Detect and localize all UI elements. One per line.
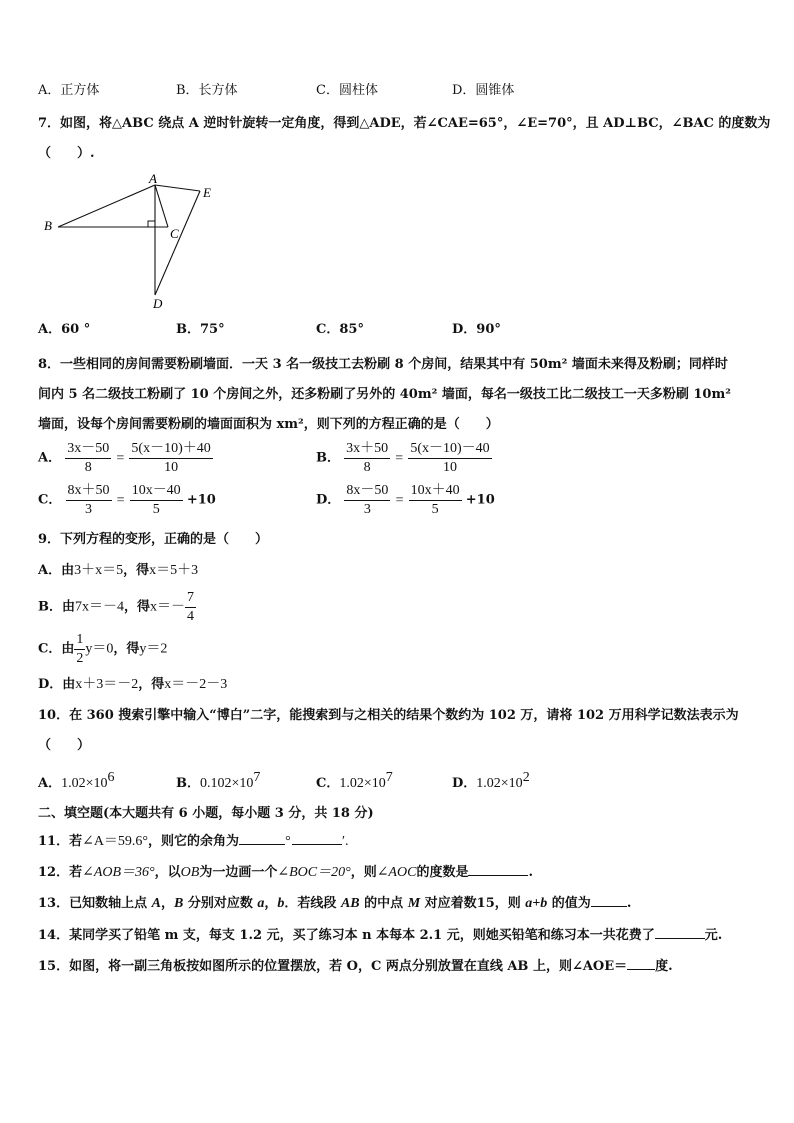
q12 — [38, 863, 533, 882]
q7-label-c: C — [170, 226, 179, 241]
q13-text7: 对应着数15，则 — [420, 896, 526, 911]
q10-option-b — [176, 770, 261, 793]
q10-a-base: 1.02×10 — [61, 776, 108, 791]
q12-math1: ∠AOB＝36° — [82, 865, 155, 880]
q8-option-c-label: C． — [38, 492, 62, 508]
q8-option-a: A． $\frac{3x-50}{8}$ = $\frac{5(x-10)+40}{10}$ — [38, 441, 211, 475]
q9-c-fraction — [74, 632, 85, 667]
q12-end: . — [528, 865, 533, 880]
q8-option-b-label: B． — [316, 450, 340, 466]
q13-segment-ab: AB — [340, 896, 360, 911]
q9-a-prefix: A．由 — [38, 563, 75, 578]
q12-text1: ，以 — [154, 865, 181, 880]
q8-b-rden: 10 — [442, 460, 457, 475]
q13-point-a: A — [151, 896, 161, 911]
q9-d-eq2: x＝－2－3 — [164, 677, 228, 692]
q8-b-lnum: 3x＋50 — [344, 441, 390, 459]
q8-option-d-label: D． — [316, 492, 341, 508]
q8-a-rden: 10 — [164, 460, 179, 475]
q8-stem-line3: 墙面，设每个房间需要粉刷的墙面面积为 xm²，则下列的方程正确的是（ ） — [38, 417, 499, 432]
q9-b-mid: ，得 — [124, 599, 151, 615]
q6-option-c: C．圆柱体 — [316, 83, 378, 98]
q10-b-base: 0.102×10 — [200, 776, 254, 791]
q13-blank[interactable] — [591, 894, 627, 907]
q7-figure — [38, 170, 228, 315]
q12-blank[interactable] — [468, 863, 528, 876]
q7-label-e: E — [203, 185, 211, 200]
q15 — [38, 957, 673, 976]
q10-a-exp: 6 — [107, 770, 115, 785]
q13-point-b: B — [173, 896, 184, 911]
q11 — [38, 832, 349, 851]
q8-option-c-left-fraction — [66, 483, 112, 518]
q9-b-eq1: 7x＝－4 — [75, 599, 124, 615]
q9-option-d — [38, 676, 227, 694]
q13-sum: a+b — [525, 896, 548, 911]
q9-option-b — [38, 590, 196, 625]
q10-d-exp: 2 — [522, 770, 530, 785]
q9-c-eq2: y＝2 — [139, 641, 168, 657]
q7-segment-ac — [155, 185, 168, 227]
q15-text: 15．如图，将一副三角板按如图所示的位置摆放，若 O，C 两点分别放置在直线 AB 上，则∠AOE＝ — [38, 959, 628, 974]
q12-math3: ∠BOC＝20° — [277, 865, 351, 880]
q8-option-c-tail: +10 — [186, 492, 216, 508]
q15-blank[interactable] — [627, 957, 655, 970]
q11-prefix: 11．若 — [38, 834, 83, 849]
q8-option-d: D． $\frac{8x-50}{3}$ = $\frac{10x+40}{5}$ +10 — [316, 483, 495, 517]
q8-c-lnum: 8x＋50 — [66, 483, 112, 501]
q11-minute-symbol: ′. — [341, 834, 349, 849]
q15-end: 度. — [655, 959, 673, 974]
q10-c-exp: 7 — [385, 770, 393, 785]
q12-math2: OB — [180, 865, 200, 880]
q11-math: ∠A＝59.6° — [82, 834, 149, 849]
q14 — [38, 926, 722, 945]
q10-option-a — [38, 770, 115, 793]
q9-option-c — [38, 632, 167, 667]
q13-point-m: M — [407, 896, 421, 911]
q13-text2: ， — [160, 896, 174, 911]
q8-option-a-label: A． — [38, 450, 62, 466]
q8-stem-line2: 间内 5 名二级技工粉刷了 10 个房间之外，还多粉刷了另外的 40m² 墙面，每名一级技工比二级技工一天多粉刷 10m² — [38, 387, 731, 402]
q8-option-d-right-fraction — [409, 483, 462, 518]
section2-title: 二、填空题(本大题共有 6 小题，每小题 3 分，共 18 分) — [38, 806, 374, 821]
q9-b-fraction — [185, 590, 196, 625]
q9-d-prefix: D．由 — [38, 677, 76, 692]
q9-b-fnum: 7 — [185, 590, 196, 608]
q9-a-mid: ，得 — [123, 563, 150, 578]
q9-b-eq2: x＝－ — [150, 599, 186, 615]
q9-c-eq1: y＝0 — [85, 641, 114, 657]
q7-segment-ae — [155, 185, 200, 191]
q8-d-rnum: 10x＋40 — [409, 483, 462, 501]
q12-text4: 的度数是 — [416, 865, 469, 880]
q13-text1: 13．已知数轴上点 — [38, 896, 152, 911]
q12-text3: ，则 — [350, 865, 377, 880]
q10-c-base: 1.02×10 — [339, 776, 386, 791]
q9-c-mid: ，得 — [113, 641, 140, 657]
q12-text2: 为一边画一个 — [199, 865, 278, 880]
q13-var-a: a — [257, 896, 265, 911]
q7-option-b: B．75° — [176, 322, 225, 337]
q13 — [38, 894, 631, 913]
q12-prefix: 12．若 — [38, 865, 83, 880]
q8-d-lnum: 8x－50 — [344, 483, 390, 501]
q9-c-prefix: C．由 — [38, 641, 75, 657]
q11-degree-symbol: ° — [285, 834, 291, 849]
q7-option-c: C．85° — [316, 322, 364, 337]
q8-c-rnum: 10x－40 — [130, 483, 183, 501]
q12-math4: ∠AOC — [376, 865, 417, 880]
q9-c-fden: 2 — [76, 651, 84, 666]
q11-blank-minutes[interactable] — [292, 832, 342, 845]
q8-a-rnum: 5(x－10)＋40 — [129, 441, 212, 459]
q9-c-fnum: 1 — [74, 632, 85, 650]
q10-option-c — [316, 770, 393, 793]
q14-end: 元. — [704, 928, 723, 943]
q8-option-a-left-fraction — [65, 441, 111, 476]
q6-option-a: A．正方体 — [38, 83, 100, 98]
q13-text6: 的中点 — [359, 896, 408, 911]
q8-option-a-right-fraction — [129, 441, 212, 476]
q13-var-b: b — [277, 896, 285, 911]
q6-option-d: D．圆锥体 — [452, 83, 515, 98]
q9-d-mid: ，得 — [138, 677, 165, 692]
q7-stem-line2: （ ）. — [38, 146, 95, 161]
q7-label-d: D — [153, 296, 163, 311]
q10-a-label: A． — [38, 776, 62, 791]
q9-option-a — [38, 562, 198, 580]
q7-segment-ba — [58, 185, 155, 227]
q13-text5: ．若线段 — [284, 896, 341, 911]
q10-stem-line1: 10．在 360 搜索引擎中输入“博白”二字，能搜索到与之相关的结果个数约为 102 万，请将 102 万用科学记数法表示为 — [38, 708, 739, 723]
q7-right-angle-mark — [148, 221, 155, 227]
q6-option-b: B．长方体 — [176, 83, 238, 98]
q8-stem-line1: 8．一些相同的房间需要粉刷墙面．一天 3 名一级技工去粉刷 8 个房间，结果其中有 50m² 墙面未来得及粉刷；同样时 — [38, 357, 728, 372]
q8-d-rden: 5 — [431, 502, 439, 517]
q10-stem-line2: （ ） — [38, 738, 91, 753]
q11-blank-degrees[interactable] — [239, 832, 285, 845]
q10-b-label: B． — [176, 776, 200, 791]
q7-label-a: A — [149, 171, 157, 186]
q9-a-eq1: 3＋x＝5 — [74, 563, 124, 578]
q14-blank[interactable] — [655, 926, 705, 939]
q7-option-d: D．90° — [452, 322, 501, 337]
q8-a-lnum: 3x－50 — [65, 441, 111, 459]
q11-text: ，则它的余角为 — [148, 834, 240, 849]
q8-c-lden: 3 — [85, 502, 92, 517]
q10-option-d — [452, 770, 530, 793]
q9-b-fden: 4 — [187, 609, 195, 624]
q8-option-d-tail: +10 — [465, 492, 495, 508]
q8-d-lden: 3 — [363, 502, 371, 517]
q10-d-base: 1.02×10 — [476, 776, 523, 791]
q9-d-eq1: x＋3＝－2 — [75, 677, 139, 692]
q7-label-b: B — [44, 218, 52, 233]
q13-end: . — [626, 896, 632, 911]
q13-text3: 分别对应数 — [183, 896, 258, 911]
q9-stem: 9．下列方程的变形，正确的是（ ） — [38, 532, 269, 547]
q8-b-rnum: 5(x－10)－40 — [408, 441, 491, 459]
q8-b-lden: 8 — [363, 460, 371, 475]
q13-text8: 的值为 — [547, 896, 591, 911]
q14-text: 14．某同学买了铅笔 m 支，每支 1.2 元，买了练习本 n 本每本 2.1 元，则她买铅笔和练习本一共花费了 — [38, 928, 655, 943]
q7-stem-line1: 7．如图，将△ABC 绕点 A 逆时针旋转一定角度，得到△ADE，若∠CAE=65°，∠E=70°，且 AD⊥BC，∠BAC 的度数为 — [38, 116, 771, 131]
q8-option-b-right-fraction — [408, 441, 491, 476]
q8-option-b-left-fraction — [344, 441, 390, 476]
q8-option-d-left-fraction — [344, 483, 390, 518]
q9-a-eq2: x＝5＋3 — [149, 563, 199, 578]
q13-text4: ， — [264, 896, 278, 911]
q8-option-c-right-fraction — [130, 483, 183, 518]
q10-c-label: C． — [316, 776, 340, 791]
q9-b-prefix: B．由 — [38, 599, 75, 615]
q7-option-a: A．60 ° — [38, 322, 91, 337]
q8-a-lden: 8 — [84, 460, 92, 475]
q10-d-label: D． — [452, 776, 477, 791]
q8-option-c: C． $\frac{8x+50}{3}$ = $\frac{10x-40}{5}$ +10 — [38, 483, 216, 517]
q10-b-exp: 7 — [253, 770, 261, 785]
q8-c-rden: 5 — [152, 502, 160, 517]
q8-option-b: B． $\frac{3x+50}{8}$ = $\frac{5(x-10)-40}{10}$ — [316, 441, 490, 475]
